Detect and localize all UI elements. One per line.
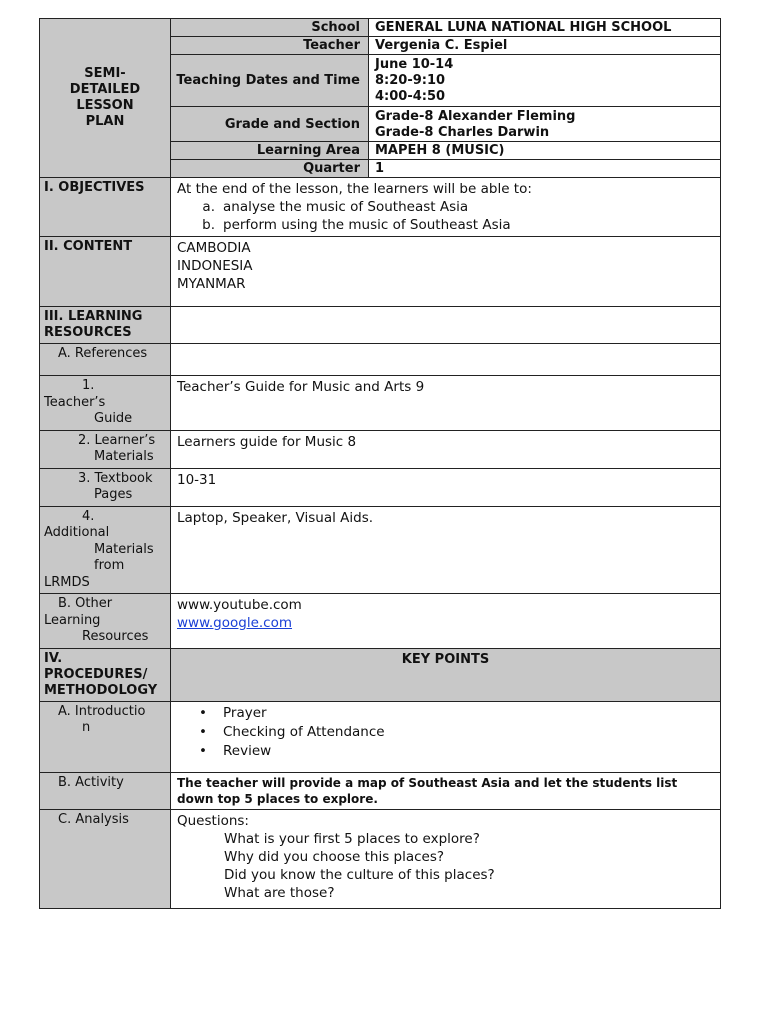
time-line: 4:00-4:50 xyxy=(375,89,446,104)
objective-item xyxy=(177,198,714,216)
objective-text: perform using the music of Southeast Asia xyxy=(223,217,511,233)
analysis-question: What is your first 5 places to explore? xyxy=(224,830,480,847)
label-line: 3. Textbook xyxy=(78,470,153,486)
label-line: from xyxy=(94,558,125,573)
lesson-plan-title-text: SEMI-DETAILED LESSON PLAN xyxy=(69,66,141,129)
school-value: GENERAL LUNA NATIONAL HIGH SCHOOL xyxy=(369,19,721,37)
learning-area-value: MAPEH 8 (MUSIC) xyxy=(369,142,721,160)
label-line: 4. xyxy=(82,508,95,524)
references-label xyxy=(40,344,171,376)
label-line: Additional xyxy=(44,525,110,540)
objective-item xyxy=(177,216,714,234)
label-line: C. Analysis xyxy=(58,811,129,827)
additional-materials-row xyxy=(40,506,721,594)
textbook-pages-label xyxy=(40,468,171,506)
objective-text: analyse the music of Southeast Asia xyxy=(223,199,469,215)
analysis-question: Did you know the culture of this places? xyxy=(224,866,495,883)
resources-value xyxy=(171,307,721,344)
analysis-question: What are those? xyxy=(224,884,335,901)
label-line: Learning xyxy=(44,612,101,628)
learners-materials-value: Learners guide for Music 8 xyxy=(171,430,721,468)
resources-label-line: RESOURCES xyxy=(44,325,132,340)
quarter-label: Quarter xyxy=(171,160,369,178)
header-row-school xyxy=(40,19,721,37)
content-value xyxy=(171,237,721,307)
other-resources-row xyxy=(40,594,721,649)
objectives-intro: At the end of the lesson, the learners will be able to: xyxy=(177,181,532,197)
label-line: A. Introductio xyxy=(58,703,146,719)
analysis-row xyxy=(40,809,721,908)
school-label: School xyxy=(171,19,369,37)
analysis-value xyxy=(171,809,721,908)
label-line: B. Other xyxy=(58,596,113,611)
additional-materials-label xyxy=(40,506,171,594)
procedures-row xyxy=(40,648,721,701)
introduction-row xyxy=(40,701,721,772)
label-line: 1. xyxy=(82,378,95,393)
references-value xyxy=(171,344,721,376)
procedures-label xyxy=(40,648,171,701)
bullet-text: Checking of Attendance xyxy=(223,723,385,740)
resources-label xyxy=(40,307,171,344)
lesson-plan-table xyxy=(39,18,721,909)
resources-label-line: III. LEARNING xyxy=(44,309,143,324)
content-row xyxy=(40,237,721,307)
label-line: Materials xyxy=(94,541,154,557)
resources-row xyxy=(40,307,721,344)
label-line: 2. Learner’s xyxy=(78,432,156,448)
label-line: B. Activity xyxy=(58,774,124,790)
content-line: MYANMAR xyxy=(177,276,246,292)
bullet-icon: • xyxy=(199,704,207,721)
objectives-label: I. OBJECTIVES xyxy=(40,178,171,237)
label-line: Pages xyxy=(94,487,133,502)
references-row xyxy=(40,344,721,376)
textbook-pages-row xyxy=(40,468,721,506)
other-resources-label xyxy=(40,594,171,649)
grade-section-label: Grade and Section xyxy=(171,107,369,142)
label-line: Guide xyxy=(94,411,133,426)
additional-materials-value: Laptop, Speaker, Visual Aids. xyxy=(171,506,721,594)
textbook-pages-value: 10-31 xyxy=(171,468,721,506)
introduction-value xyxy=(171,701,721,772)
teacher-value: Vergenia C. Espiel xyxy=(369,37,721,55)
analysis-intro: Questions: xyxy=(177,812,249,829)
section-line: Grade-8 Alexander Fleming xyxy=(375,108,576,124)
teachers-guide-value: Teacher’s Guide for Music and Arts 9 xyxy=(171,376,721,431)
google-link[interactable]: www.google.com xyxy=(177,615,293,631)
objectives-row xyxy=(40,178,721,237)
procedures-label-line: METHODOLOGY xyxy=(44,682,158,698)
analysis-label xyxy=(40,809,171,908)
dates-label: Teaching Dates and Time xyxy=(171,55,369,107)
objective-marker: a. xyxy=(202,199,215,215)
lesson-plan-title xyxy=(40,19,171,178)
objective-marker: b. xyxy=(202,217,215,233)
resource-link-text: www.youtube.com xyxy=(177,597,302,613)
bullet-text: Prayer xyxy=(223,704,267,721)
teachers-guide-row xyxy=(40,376,721,431)
bullet-icon: • xyxy=(199,742,207,759)
label-line: LRMDS xyxy=(44,574,90,590)
activity-label xyxy=(40,772,171,809)
bullet-item xyxy=(177,723,714,742)
teacher-label: Teacher xyxy=(171,37,369,55)
learners-materials-label xyxy=(40,430,171,468)
content-line: INDONESIA xyxy=(177,258,253,274)
bullet-item xyxy=(177,742,714,761)
date-line: June 10-14 xyxy=(375,57,454,72)
bullet-text: Review xyxy=(223,742,272,759)
objectives-value xyxy=(171,178,721,237)
quarter-value: 1 xyxy=(369,160,721,178)
analysis-question: Why did you choose this places? xyxy=(224,848,445,865)
section-line: Grade-8 Charles Darwin xyxy=(375,124,550,140)
references-label-text: A. References xyxy=(58,346,148,361)
grade-section-value xyxy=(369,107,721,142)
label-line: Materials xyxy=(94,449,154,464)
teachers-guide-label xyxy=(40,376,171,431)
activity-value: The teacher will provide a map of Southeast Asia and let the students list down top 5 places to explore. xyxy=(171,772,721,809)
content-label: II. CONTENT xyxy=(40,237,171,307)
label-line: Teacher’s xyxy=(44,394,106,410)
time-line: 8:20-9:10 xyxy=(375,73,446,88)
key-points-header: KEY POINTS xyxy=(171,648,721,701)
bullet-icon: • xyxy=(199,723,207,740)
label-line: Resources xyxy=(82,629,149,644)
procedures-label-line: IV. PROCEDURES/ xyxy=(44,650,148,682)
dates-value xyxy=(369,55,721,107)
content-line: CAMBODIA xyxy=(177,240,251,256)
label-line: n xyxy=(82,720,91,735)
learners-materials-row xyxy=(40,430,721,468)
other-resources-value xyxy=(171,594,721,649)
bullet-item xyxy=(177,704,714,723)
learning-area-label: Learning Area xyxy=(171,142,369,160)
activity-row xyxy=(40,772,721,809)
introduction-label xyxy=(40,701,171,772)
